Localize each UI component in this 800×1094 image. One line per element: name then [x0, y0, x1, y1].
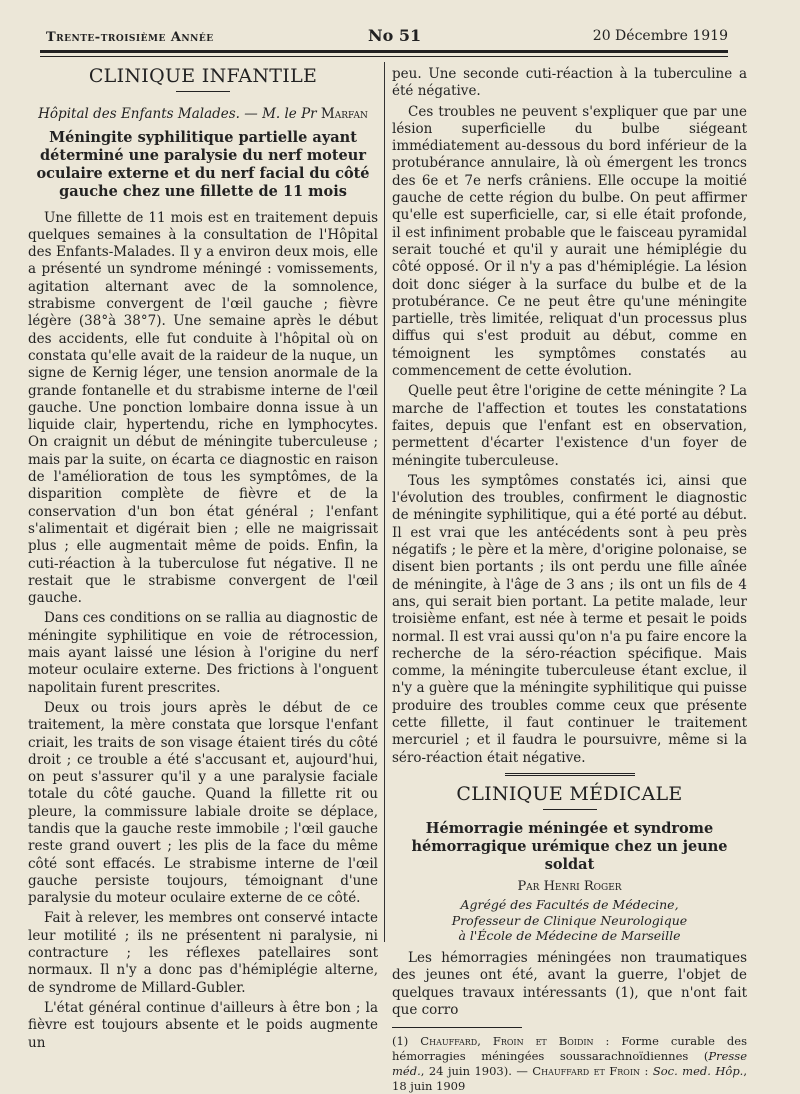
- paragraph: Tous les symptômes constatés ici, ainsi que l'évolution des troubles, confirment le diagnostic de méningite syphilitique, qui a été porté au début. Il est vrai que les antécédents sont à peu près négatifs ; le père et la mère, d'origine polonaise, se disent bien portants ; ils ont perdu une fille aînée de méningite, à l'âge de 3 ans ; ils ont un fils de 4 ans, qui serait bien portant. La petite malade, leur troisième enfant, est née à terme et pesait le poids normal. Il est vrai aussi qu'on n'a pu faire encore la recherche de la séro-réaction spécifique. Mais comme, la méningite tuberculeuse étant exclue, il n'y a guère que la méningite syphilitique qui puisse produire des troubles comme ceux que présente cette fillette, il faut continuer le traitement mercuriel ; et il faudra le poursuivre, même si la séro-réaction était négative.: [392, 472, 747, 766]
- footnote-text: :: [640, 1064, 653, 1079]
- paragraph: Deux ou trois jours après le début de ce traitement, la mère constata que lorsque l'enfant criait, les traits de son visage étaient tirés du côté droit ; ce trouble a été s'accusant et, aujourd'hui, on peut s'assurer qu'il y a une paralysie faciale totale du côté gauche. Quand la fillette rit ou pleure, la commissure labiale droite se déplace, tandis que la gauche reste immobile ; l'œil gauche reste grand ouvert ; les plis de la face du même côté sont effacés. Le strabisme interne de l'œil gauche persiste toujours, témoignant d'une paralysie du moteur oculaire externe de ce côté.: [28, 699, 378, 907]
- article-title-meningite: Méningite syphilitique partielle ayant déterminé une paralysie du nerf moteur oculaire externe et du nerf facial du côté gauche chez une fillette de 11 mois: [36, 128, 370, 200]
- affiliation-line: Agrégé des Facultés de Médecine,: [460, 897, 679, 913]
- author-affiliation: [392, 897, 747, 944]
- hospital-name: Hôpital des Enfants Malades.: [38, 106, 240, 123]
- affiliation-line: à l'École de Médecine de Marseille: [458, 928, 681, 944]
- left-column: [28, 66, 378, 1055]
- author-prefix: Par: [517, 879, 544, 895]
- author-name: Henri Roger: [543, 879, 622, 895]
- section-rule: [543, 809, 597, 810]
- article-title-hemorragie: Hémorragie méningée et syndrome hémorragique urémique chez un jeune soldat: [411, 820, 728, 874]
- paragraph: Dans ces conditions on se rallia au diagnostic de méningite syphilitique en voie de rétrocession, mais ayant laissé une lésion à l'origine du nerf moteur oculaire externe. Des frictions à l'onguent napolitain furent prescrites.: [28, 610, 378, 696]
- footnote-authors: Chauffard, Froin et Boidin: [420, 1034, 594, 1049]
- footnote-journal: Presse méd.: [392, 1049, 747, 1079]
- issue-date: 20 Décembre 1919: [592, 28, 728, 44]
- section-rule: [176, 91, 230, 92]
- paragraph: Quelle peut être l'origine de cette méningite ? La marche de l'affection et toutes les constatations faites, depuis que l'enfant est en observation, permettent d'écarter l'existence d'un foyer de méningite tuberculeuse.: [392, 383, 747, 469]
- author-line: [392, 878, 747, 895]
- professor-prefix: — M. le Pr: [239, 106, 321, 123]
- header-rule-thin: [40, 56, 728, 57]
- hospital-line: [28, 106, 378, 123]
- paragraph: peu. Une seconde cuti-réaction à la tuberculine a été négative.: [392, 66, 747, 100]
- paragraph: Ces troubles ne peuvent s'expliquer que par une lésion superficielle du bulbe siégeant immédiatement au-dessous du bord inférieur de la protubérance annulaire, là où émergent les troncs des 6e et 7e nerfs crâniens. Elle occupe la moitié gauche de cette région du bulbe. On peut affirmer qu'elle est superficielle, car, si elle était profonde, il est infiniment probable que le faisceau pyramidal serait touché et qu'il y aurait une hémiplégie du côté opposé. Or il n'y a pas d'hémiplégie. La lésion doit donc siéger à la surface du bulbe et de la protubérance. Ce ne peut être qu'une méningite partielle, très limitée, reliquat d'un processus plus diffus qui s'est produit au début, comme en témoignent les symptômes constatés au commencement de cette évolution.: [392, 103, 747, 380]
- footnote-text: : Forme curable des hémorragies méningées soussarachnoïdiennes (: [392, 1034, 747, 1064]
- section-title-infantile: CLINIQUE INFANTILE: [88, 65, 318, 87]
- paragraph: L'état général continue d'ailleurs à être bon ; la fièvre est toujours absente et le poids augmente un: [28, 999, 378, 1051]
- footnote-text: , 18 juin 1909: [392, 1064, 747, 1094]
- right-column: [392, 66, 747, 1094]
- header-rule: [40, 50, 728, 53]
- paragraph: Les hémorragies méningées non traumatiques des jeunes ont été, avant la guerre, l'objet de quelques travaux intéressants (1), que n'ont fait que corro: [392, 949, 747, 1018]
- affiliation-line: Professeur de Clinique Neurologique: [451, 912, 688, 928]
- footnote-journal: Soc. med. Hôp.: [652, 1064, 744, 1079]
- footnote: [392, 1034, 747, 1094]
- footnote-rule: [392, 1027, 522, 1028]
- issue-number: No 51: [368, 26, 422, 45]
- column-divider: [384, 62, 385, 942]
- footnote-marker: (1): [392, 1034, 421, 1049]
- paragraph: Fait à relever, les membres ont conservé intacte leur motilité ; ils ne présentent ni paralysie, ni contracture ; les réflexes patellaires sont normaux. Il n'y a donc pas d'hémiplégie alterne, de syndrome de Millard-Gubler.: [28, 910, 378, 996]
- footnote-text: , 24 juin 1903). —: [420, 1064, 533, 1079]
- professor-name: Marfan: [320, 106, 368, 123]
- paragraph: Une fillette de 11 mois est en traitement depuis quelques semaines à la consultation de l'Hôpital des Enfants-Malades. Il y a environ deux mois, elle a présenté un syndrome méningé : vomissements, agitation alternant avec de la somnolence, strabisme convergent de l'œil gauche ; fièvre légère (38°à 38°7). Une semaine après le début des accidents, elle fut conduite à l'hôpital où on constata qu'elle avait de la raideur de la nuque, un signe de Kernig léger, une tension anormale de la grande fontanelle et du strabisme interne de l'œil gauche. Une ponction lombaire donna issue à un liquide clair, hypertendu, riche en lymphocytes. On craignit un début de méningite tuberculeuse ; mais par la suite, on écarta ce diagnostic en raison de l'amélioration de tous les symptômes, de la disparition complète de fièvre et de la conservation d'un bon état général ; l'enfant s'alimentait et digérait bien ; elle ne maigrissait plus ; elle augmentait même de poids. Enfin, la cuti-réaction à la tuberculose fut négative. Il ne restait que le strabisme convergent de l'œil gauche.: [28, 209, 378, 607]
- volume-label: Trente-troisième Année: [46, 30, 214, 45]
- section-separator: [505, 773, 635, 778]
- page-header: [40, 26, 728, 48]
- section-title-medicale: CLINIQUE MÉDICALE: [456, 782, 683, 805]
- footnote-authors: Chauffard et Froin: [532, 1064, 641, 1079]
